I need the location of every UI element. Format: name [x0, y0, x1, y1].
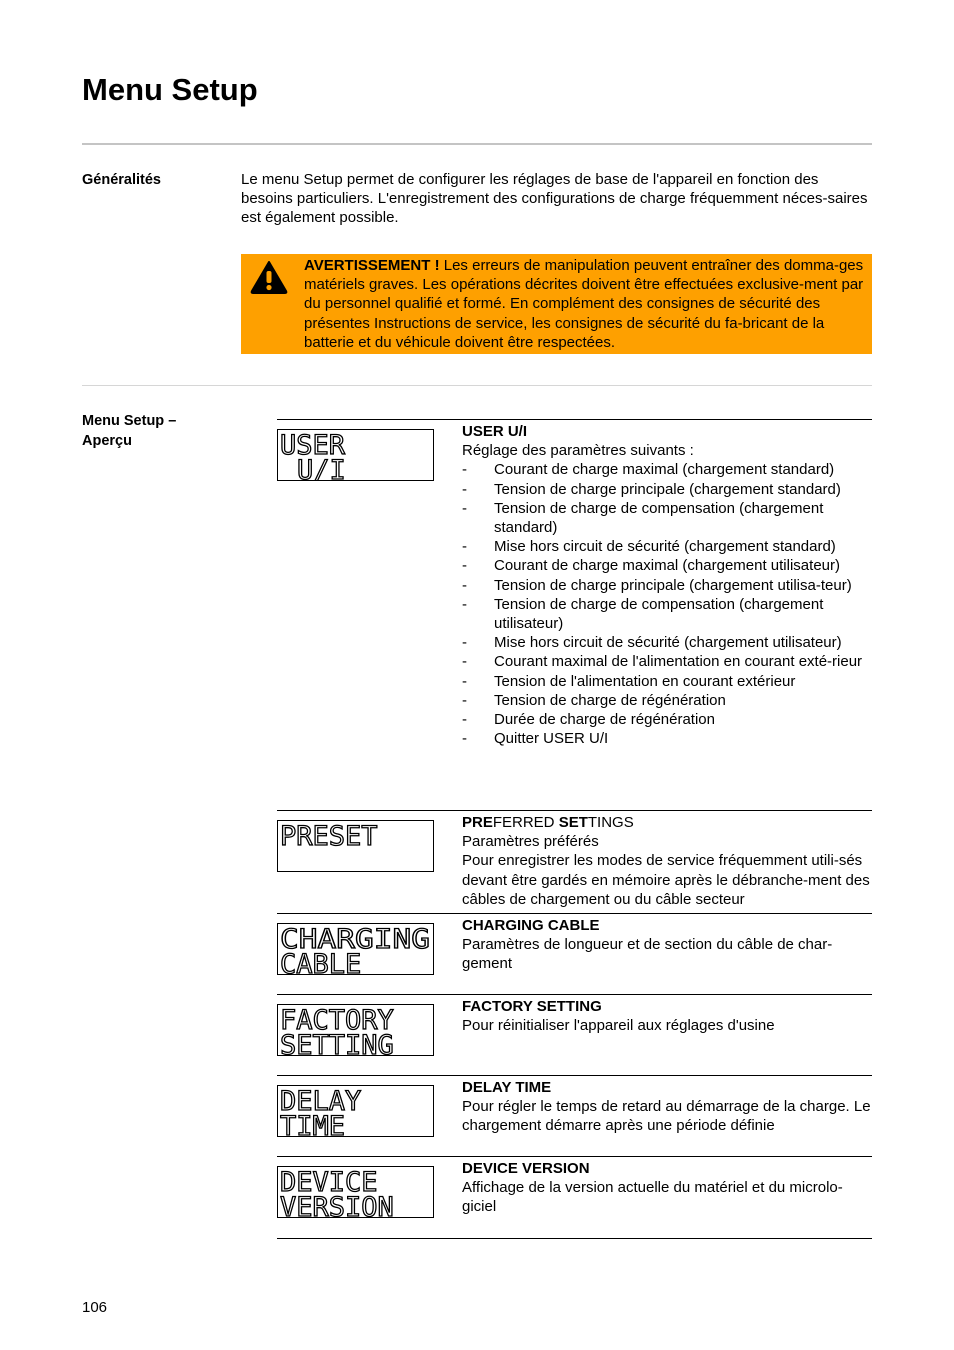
- list-item: - Tension de charge de compensation (chargement utilisateur): [462, 595, 872, 633]
- menu-row-delay-time: [277, 1075, 872, 1157]
- menu-subtitle: Paramètres préférés: [462, 833, 599, 851]
- menu-row-user-ui: [277, 419, 872, 811]
- parameter-list: [462, 460, 872, 748]
- warning-body: Les erreurs de manipulation peuvent entraîner des domma-ges matériels graves. Les opérations décrites doivent être effectuées exclusive-ment par du personnel qualifié et formé. En complément des consignes de sécurité des présentes Instructions de service, les consignes de sécurité du fa-bricant de la batterie et du véhicule doivent être respectées.: [304, 257, 864, 351]
- lcd-text-line2: TIME: [280, 1111, 346, 1137]
- menu-intro: Réglage des paramètres suivants :: [462, 442, 694, 460]
- menu-row-charging-cable: [277, 913, 872, 995]
- menu-title: USER U/I: [462, 423, 528, 440]
- lcd-text-line1: PRESET: [280, 821, 378, 852]
- menu-title: PREFERRED SETTINGS: [462, 814, 634, 831]
- list-item: - Quitter USER U/I: [462, 729, 872, 748]
- lcd-display-preset: [277, 820, 434, 872]
- list-item: - Courant de charge maximal (chargement standard): [462, 460, 872, 479]
- section-divider: [82, 385, 872, 386]
- menu-text: Pour enregistrer les modes de service fréquemment utili-sés devant être gardés en mémoire après le débranche-ment des câbles de chargement ou du câble secteur: [462, 852, 870, 908]
- menu-text: Affichage de la version actuelle du matériel et du microlo-giciel: [462, 1179, 843, 1216]
- lcd-text-line2: U/I: [297, 455, 346, 481]
- menu-row-factory-setting: [277, 994, 872, 1076]
- list-item: - Tension de charge principale (chargement standard): [462, 480, 872, 499]
- menu-text: Pour réinitialiser l'appareil aux réglages d'usine: [462, 1017, 775, 1035]
- warning-box: [241, 254, 872, 354]
- lcd-display-factory-setting: [277, 1004, 434, 1056]
- lcd-display-charging-cable: [277, 923, 434, 975]
- lcd-display-device-version: [277, 1166, 434, 1218]
- menu-description-preset: [462, 813, 872, 909]
- list-item: - Courant maximal de l'alimentation en courant exté-rieur: [462, 652, 872, 671]
- general-text: Le menu Setup permet de configurer les réglages de base de l'appareil en fonction des besoins particuliers. L'enregistrement des configurations de charge fréquemment néces-saires est également possible.: [241, 171, 868, 227]
- general-heading: Généralités: [82, 172, 161, 188]
- lcd-display-delay-time: [277, 1085, 434, 1137]
- lcd-text-line1: FACTORY: [280, 1005, 394, 1036]
- menu-title: FACTORY SETTING: [462, 998, 602, 1015]
- menu-text: Pour régler le temps de retard au démarrage de la charge. Le chargement démarre après une période définie: [462, 1098, 871, 1135]
- warning-label: AVERTISSEMENT !: [304, 257, 440, 274]
- list-item: - Durée de charge de régénération: [462, 710, 872, 729]
- menu-description-user-ui: [462, 422, 872, 748]
- lcd-display-user-ui: [277, 429, 434, 481]
- list-item: - Mise hors circuit de sécurité (chargement standard): [462, 537, 872, 556]
- menu-title: DELAY TIME: [462, 1079, 552, 1096]
- lcd-text-line2: VERSION: [280, 1192, 394, 1218]
- menu-row-preset: [277, 810, 872, 914]
- menu-description-factory-setting: [462, 997, 872, 1035]
- overview-heading: Menu Setup – Aperçu: [82, 413, 177, 449]
- list-item: - Tension de l'alimentation en courant extérieur: [462, 672, 872, 691]
- lcd-text-line1: DEVICE: [280, 1167, 378, 1198]
- list-item: - Tension de charge principale (chargement utilisa-teur): [462, 576, 872, 595]
- page-title: Menu Setup: [82, 72, 258, 107]
- menu-description-charging-cable: [462, 916, 872, 974]
- list-item: - Tension de charge de régénération: [462, 691, 872, 710]
- warning-triangle-icon: [249, 259, 289, 300]
- menu-title: DEVICE VERSION: [462, 1160, 590, 1177]
- menu-description-delay-time: [462, 1078, 872, 1136]
- menu-text: Paramètres de longueur et de section du câble de char-gement: [462, 936, 833, 973]
- menu-title: CHARGING CABLE: [462, 917, 600, 934]
- list-item: - Courant de charge maximal (chargement utilisateur): [462, 556, 872, 575]
- lcd-text-line1: DELAY: [280, 1086, 362, 1117]
- list-item: - Mise hors circuit de sécurité (chargement utilisateur): [462, 633, 872, 652]
- lcd-text-line2: CABLE: [280, 949, 362, 975]
- lcd-text-line1: CHARGING: [280, 924, 430, 955]
- lcd-text-line1: USER: [280, 430, 346, 461]
- lcd-text-line2: SETTING: [280, 1030, 394, 1056]
- warning-text: [304, 256, 872, 352]
- menu-row-device-version: [277, 1156, 872, 1239]
- menu-description-device-version: [462, 1159, 872, 1217]
- title-divider: [82, 143, 872, 145]
- page-number: 106: [82, 1299, 108, 1316]
- list-item: - Tension de charge de compensation (chargement standard): [462, 499, 872, 537]
